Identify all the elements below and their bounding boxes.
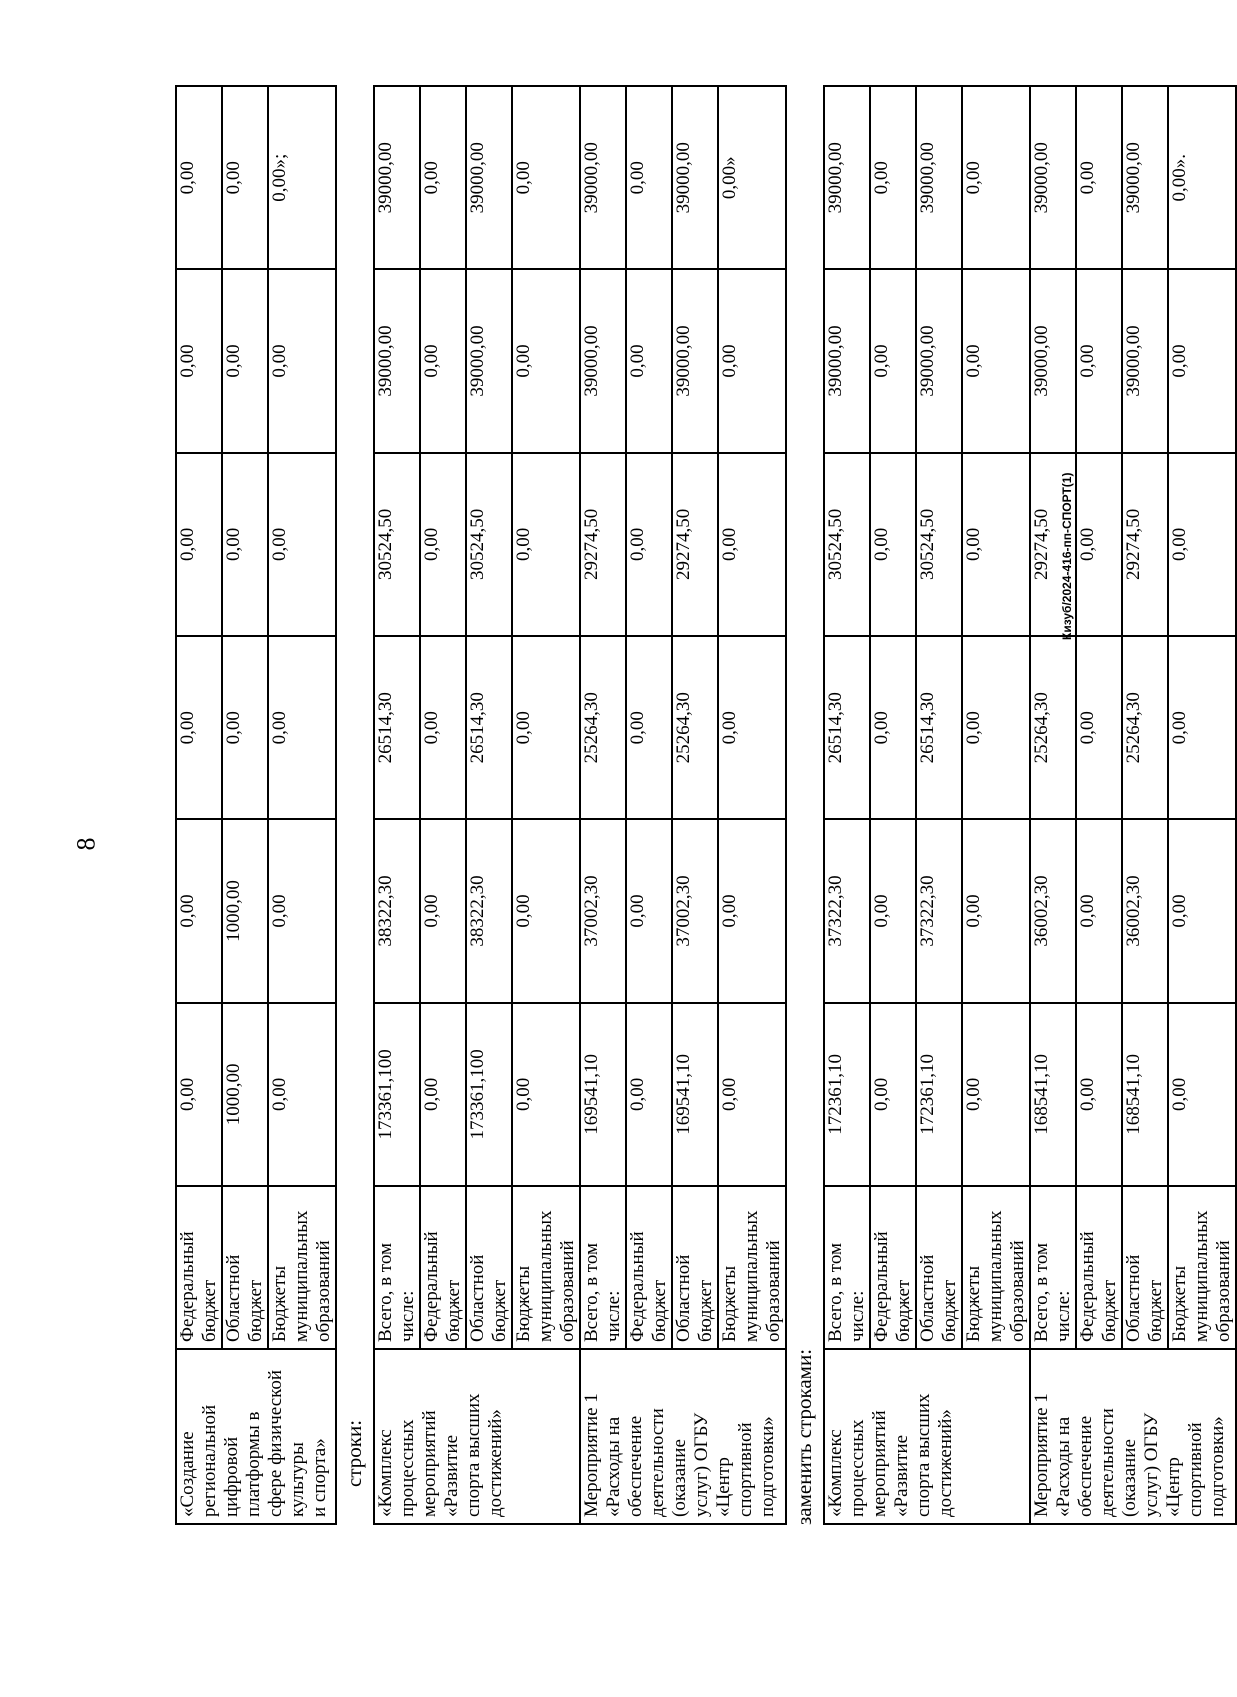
name-line: достижений»	[935, 1409, 956, 1517]
value-cell: 0,00	[1168, 819, 1236, 1002]
budget-source: Всего, в том числе:	[1030, 1186, 1076, 1349]
value-cell: 173361,100	[374, 1003, 420, 1186]
value-cell: 0,00	[222, 453, 268, 636]
value-cell: 30524,50	[824, 453, 870, 636]
value-cell: 0,00	[870, 636, 916, 819]
value-cell: 0,00	[718, 453, 786, 636]
value-cell: 0,00	[870, 269, 916, 452]
value-cell: 26514,30	[824, 636, 870, 819]
value-cell: 37322,30	[824, 819, 870, 1002]
table-row	[1168, 86, 1236, 1524]
name-line: «Расходы на обеспечение	[603, 1415, 646, 1517]
name-line: «Комплекс процессных	[375, 1419, 418, 1517]
value-cell: 0,00	[962, 636, 1030, 819]
value-cell: 0,00	[222, 269, 268, 452]
value-cell: 0,00	[222, 86, 268, 269]
table-row	[512, 86, 580, 1524]
value-cell: 29274,50	[580, 453, 626, 636]
budget-source: Областной бюджет	[222, 1186, 268, 1349]
page-number: 8	[71, 837, 101, 851]
value-cell: 0,00	[176, 1003, 222, 1186]
value-cell: 25264,30	[1030, 636, 1076, 819]
value-cell: 0,00»;	[268, 86, 336, 269]
budget-source: Федеральный бюджет	[420, 1186, 466, 1349]
value-cell: 0,00	[1168, 453, 1236, 636]
budget-source: Бюджеты муниципальных образований	[512, 1186, 580, 1349]
value-cell: 39000,00	[1030, 86, 1076, 269]
new-group-2-name	[1030, 1349, 1236, 1524]
budget-source: Федеральный бюджет	[176, 1186, 222, 1349]
name-line: «Комплекс процессных	[825, 1419, 868, 1517]
value-cell: 0,00	[870, 1003, 916, 1186]
name-line: спорта высших	[463, 1393, 484, 1517]
budget-source: Федеральный бюджет	[870, 1186, 916, 1349]
budget-table-new	[823, 85, 1237, 1525]
name-line: спортивной подготовки»	[735, 1416, 778, 1517]
value-cell: 0,00	[176, 269, 222, 452]
value-cell: 0,00	[962, 86, 1030, 269]
table-row	[672, 86, 718, 1524]
value-cell: 0,00	[962, 453, 1030, 636]
budget-source: Федеральный бюджет	[626, 1186, 672, 1349]
value-cell: 0,00	[512, 453, 580, 636]
value-cell: 168541,10	[1122, 1003, 1168, 1186]
value-cell: 0,00	[420, 86, 466, 269]
value-cell: 37322,30	[916, 819, 962, 1002]
value-cell: 0,00	[718, 636, 786, 819]
value-cell: 29274,50	[1122, 453, 1168, 636]
table-row	[718, 86, 786, 1524]
budget-source: Областной бюджет	[1122, 1186, 1168, 1349]
name-line: сфере физической культуры	[265, 1369, 308, 1517]
value-cell: 39000,00	[1122, 86, 1168, 269]
value-cell: 0,00	[626, 86, 672, 269]
value-cell: 39000,00	[916, 86, 962, 269]
value-cell: 0,00	[718, 1003, 786, 1186]
value-cell: 0,00	[222, 636, 268, 819]
budget-source: Всего, в том числе:	[580, 1186, 626, 1349]
table-row	[916, 86, 962, 1524]
value-cell: 36002,30	[1030, 819, 1076, 1002]
name-line: Мероприятие 1	[1031, 1393, 1052, 1517]
value-cell: 36002,30	[1122, 819, 1168, 1002]
value-cell: 0,00	[176, 636, 222, 819]
value-cell: 39000,00	[824, 269, 870, 452]
new-group-1-name	[824, 1349, 1030, 1524]
value-cell: 39000,00	[672, 269, 718, 452]
label-replace: заменить строками:	[792, 1348, 816, 1525]
value-cell: 37002,30	[672, 819, 718, 1002]
name-line: спортивной подготовки»	[1185, 1416, 1228, 1517]
table-row	[1122, 86, 1168, 1524]
name-line: «Расходы на обеспечение	[1053, 1415, 1096, 1517]
value-cell: 0,00	[626, 453, 672, 636]
value-cell: 30524,50	[374, 453, 420, 636]
label-rows: строки:	[342, 1419, 366, 1487]
table-row	[824, 86, 870, 1524]
table-row	[176, 86, 222, 1524]
value-cell: 0,00	[962, 1003, 1030, 1186]
value-cell: 0,00	[420, 453, 466, 636]
name-line: цифровой платформы в	[221, 1411, 264, 1517]
value-cell: 0,00	[626, 819, 672, 1002]
value-cell: 0,00	[176, 819, 222, 1002]
budget-source: Областной бюджет	[466, 1186, 512, 1349]
name-line: услуг) ОГБУ «Центр	[691, 1412, 734, 1517]
value-cell: 39000,00	[1122, 269, 1168, 452]
value-cell: 39000,00	[374, 86, 420, 269]
table-row	[626, 86, 672, 1524]
name-line: услуг) ОГБУ «Центр	[1141, 1412, 1184, 1517]
value-cell: 30524,50	[916, 453, 962, 636]
table-row	[870, 86, 916, 1524]
value-cell: 30524,50	[466, 453, 512, 636]
value-cell: 29274,50	[1030, 453, 1076, 636]
name-line: мероприятий «Развитие	[419, 1410, 462, 1517]
value-cell: 0,00	[268, 453, 336, 636]
old-group-1-name	[374, 1349, 580, 1524]
value-cell: 173361,100	[466, 1003, 512, 1186]
table-row	[962, 86, 1030, 1524]
value-cell: 0,00	[268, 819, 336, 1002]
value-cell: 0,00	[512, 636, 580, 819]
value-cell: 25264,30	[580, 636, 626, 819]
value-cell: 0,00	[1076, 1003, 1122, 1186]
budget-source: Бюджеты муниципальных образований	[718, 1186, 786, 1349]
value-cell: 0,00»	[718, 86, 786, 269]
table-row	[420, 86, 466, 1524]
value-cell: 37002,30	[580, 819, 626, 1002]
value-cell: 39000,00	[374, 269, 420, 452]
value-cell: 0,00	[420, 819, 466, 1002]
value-cell: 0,00	[1168, 636, 1236, 819]
budget-table-old	[373, 85, 787, 1525]
budget-source: Областной бюджет	[916, 1186, 962, 1349]
value-cell: 1000,00	[222, 1003, 268, 1186]
name-line: деятельности (оказание	[1097, 1408, 1140, 1517]
name-line: достижений»	[485, 1409, 506, 1517]
value-cell: 0,00	[420, 269, 466, 452]
value-cell: 39000,00	[916, 269, 962, 452]
value-cell: 0,00	[512, 1003, 580, 1186]
value-cell: 38322,30	[466, 819, 512, 1002]
value-cell: 39000,00	[580, 269, 626, 452]
platform-name	[176, 1349, 336, 1524]
document-code: Кизуб/2024-416-пп-СПОРТ(1)	[1060, 472, 1074, 640]
budget-source: Федеральный бюджет	[1076, 1186, 1122, 1349]
value-cell: 0,00	[1168, 269, 1236, 452]
table-row	[580, 86, 626, 1524]
value-cell: 0,00	[420, 636, 466, 819]
value-cell: 0,00	[962, 819, 1030, 1002]
value-cell: 0,00	[962, 269, 1030, 452]
value-cell: 0,00	[268, 269, 336, 452]
value-cell: 0,00	[1168, 1003, 1236, 1186]
rotated-content	[175, 85, 1234, 1525]
value-cell: 29274,50	[672, 453, 718, 636]
value-cell: 25264,30	[672, 636, 718, 819]
budget-source: Бюджеты муниципальных образований	[268, 1186, 336, 1349]
name-line: мероприятий «Развитие	[869, 1410, 912, 1517]
value-cell: 0,00	[870, 86, 916, 269]
value-cell: 26514,30	[916, 636, 962, 819]
value-cell: 0,00	[626, 636, 672, 819]
value-cell: 39000,00	[672, 86, 718, 269]
value-cell: 0,00	[1076, 86, 1122, 269]
value-cell: 0,00	[870, 453, 916, 636]
value-cell: 39000,00	[824, 86, 870, 269]
value-cell: 0,00	[718, 819, 786, 1002]
budget-table-platform	[175, 85, 337, 1525]
value-cell: 0,00	[176, 453, 222, 636]
value-cell: 0,00	[512, 86, 580, 269]
budget-source: Бюджеты муниципальных образований	[962, 1186, 1030, 1349]
table-row	[466, 86, 512, 1524]
value-cell: 0,00	[420, 1003, 466, 1186]
budget-source: Всего, в том числе:	[374, 1186, 420, 1349]
name-line: спорта высших	[913, 1393, 934, 1517]
table-row	[374, 86, 420, 1524]
value-cell: 0,00	[718, 269, 786, 452]
value-cell: 0,00».	[1168, 86, 1236, 269]
value-cell: 26514,30	[374, 636, 420, 819]
value-cell: 0,00	[626, 1003, 672, 1186]
value-cell: 168541,10	[1030, 1003, 1076, 1186]
table-row	[268, 86, 336, 1524]
table-row	[1030, 86, 1076, 1524]
value-cell: 0,00	[1076, 636, 1122, 819]
value-cell: 169541,10	[580, 1003, 626, 1186]
value-cell: 0,00	[1076, 269, 1122, 452]
value-cell: 0,00	[512, 269, 580, 452]
name-line: «Создание региональной	[177, 1404, 220, 1517]
value-cell: 172361,10	[916, 1003, 962, 1186]
value-cell: 26514,30	[466, 636, 512, 819]
value-cell: 39000,00	[1030, 269, 1076, 452]
old-group-2-name	[580, 1349, 786, 1524]
value-cell: 39000,00	[466, 269, 512, 452]
value-cell: 38322,30	[374, 819, 420, 1002]
value-cell: 0,00	[176, 86, 222, 269]
value-cell: 0,00	[1076, 453, 1122, 636]
budget-source: Областной бюджет	[672, 1186, 718, 1349]
budget-source: Бюджеты муниципальных образований	[1168, 1186, 1236, 1349]
budget-source: Всего, в том числе:	[824, 1186, 870, 1349]
value-cell: 172361,10	[824, 1003, 870, 1186]
value-cell: 0,00	[626, 269, 672, 452]
value-cell: 0,00	[268, 636, 336, 819]
name-line: Мероприятие 1	[581, 1393, 602, 1517]
value-cell: 0,00	[512, 819, 580, 1002]
value-cell: 169541,10	[672, 1003, 718, 1186]
value-cell: 39000,00	[580, 86, 626, 269]
value-cell: 39000,00	[466, 86, 512, 269]
value-cell: 1000,00	[222, 819, 268, 1002]
value-cell: 0,00	[870, 819, 916, 1002]
value-cell: 0,00	[268, 1003, 336, 1186]
table-row	[222, 86, 268, 1524]
table-row	[1076, 86, 1122, 1524]
name-line: и спорта»	[309, 1438, 330, 1517]
value-cell: 0,00	[1076, 819, 1122, 1002]
name-line: деятельности (оказание	[647, 1408, 690, 1517]
value-cell: 25264,30	[1122, 636, 1168, 819]
